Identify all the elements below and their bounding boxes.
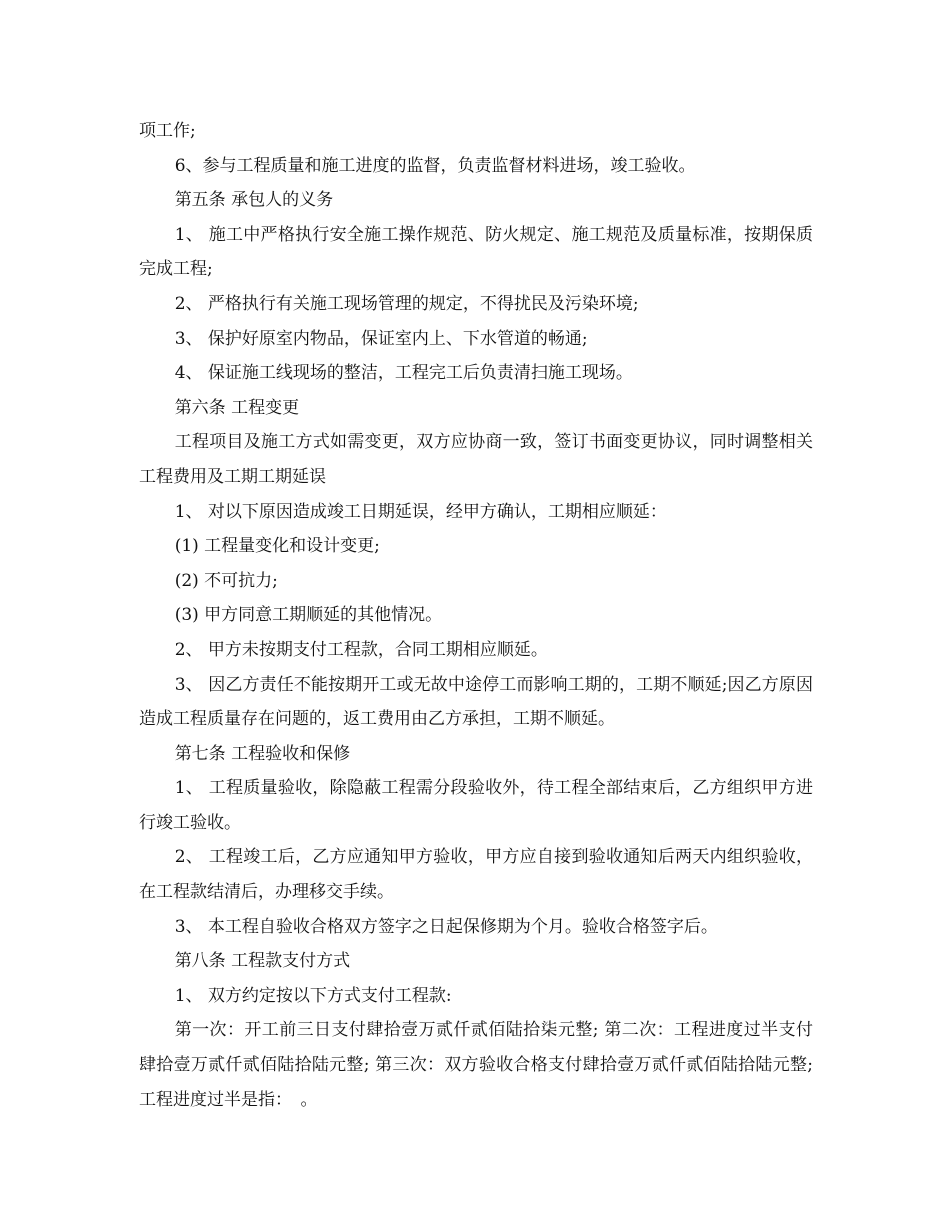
paragraph-item-19: 3、 本工程自验收合格双方签字之日起保修期为个月。验收合格签字后。 bbox=[174, 916, 718, 937]
paragraph-item-6: 3、 保护好原室内物品，保证室内上、下水管道的畅通; bbox=[174, 328, 588, 349]
paragraph-item-4: 1、 施工中严格执行安全施工操作规范、防火规定、施工规范及质量标准，按期保质完成工程; bbox=[139, 224, 813, 280]
paragraph-item-9: 工程项目及施工方式如需变更，双方应协商一致，签订书面变更协议，同时调整相关工程费用及工期工期延误 bbox=[139, 432, 813, 487]
paragraph-item-18: 2、 工程竣工后，乙方应通知甲方验收，甲方应自接到验收通知后两天内组织验收，在工程款结清后，办理移交手续。 bbox=[139, 847, 813, 903]
paragraph-item-5: 2、 严格执行有关施工现场管理的规定，不得扰民及污染环境; bbox=[174, 293, 639, 314]
paragraph-item-22: 第一次：开工前三日支付肆拾壹万贰仟贰佰陆拾柒元整; 第二次：工程进度过半支付肆拾壹万贰仟贰佰陆拾陆元整; 第三次：双方验收合格支付肆拾壹万贰仟贰佰陆拾陆元整; 工程进度过半是指： 。 bbox=[139, 1020, 813, 1110]
paragraph-item-12: (2) 不可抗力; bbox=[174, 570, 278, 591]
paragraph-item-11: (1) 工程量变化和设计变更; bbox=[174, 536, 380, 557]
paragraph-item-1: 项工作; bbox=[139, 121, 196, 141]
paragraph-item-17: 1、 工程质量验收，除隐蔽工程需分段验收外，待工程全部结束后，乙方组织甲方进行竣工验收。 bbox=[139, 778, 813, 833]
paragraph-item-15: 3、 因乙方责任不能按期开工或无故中途停工而影响工期的，工期不顺延;因乙方原因造成工程质量存在问题的，返工费用由乙方承担，工期不顺延。 bbox=[139, 674, 813, 730]
paragraph-item-7: 4、 保证施工线现场的整洁，工程完工后负责清扫施工现场。 bbox=[174, 363, 633, 384]
paragraph-item-2: 6、参与工程质量和施工进度的监督，负责监督材料进场，竣工验收。 bbox=[174, 155, 696, 176]
section-heading-5: 第五条 承包人的义务 bbox=[174, 190, 334, 211]
paragraph-item-14: 2、 甲方未按期支付工程款，合同工期相应顺延。 bbox=[174, 639, 548, 660]
section-heading-6: 第六条 工程变更 bbox=[174, 397, 300, 418]
section-heading-8: 第八条 工程款支付方式 bbox=[174, 951, 351, 972]
document-body bbox=[139, 114, 813, 1117]
paragraph-item-10: 1、 对以下原因造成竣工日期延误，经甲方确认，工期相应顺延： bbox=[174, 501, 667, 522]
section-heading-7: 第七条 工程验收和保修 bbox=[174, 743, 351, 764]
paragraph-item-13: (3) 甲方同意工期顺延的其他情况。 bbox=[174, 605, 443, 626]
paragraph-item-21: 1、 双方约定按以下方式支付工程款: bbox=[174, 985, 452, 1006]
